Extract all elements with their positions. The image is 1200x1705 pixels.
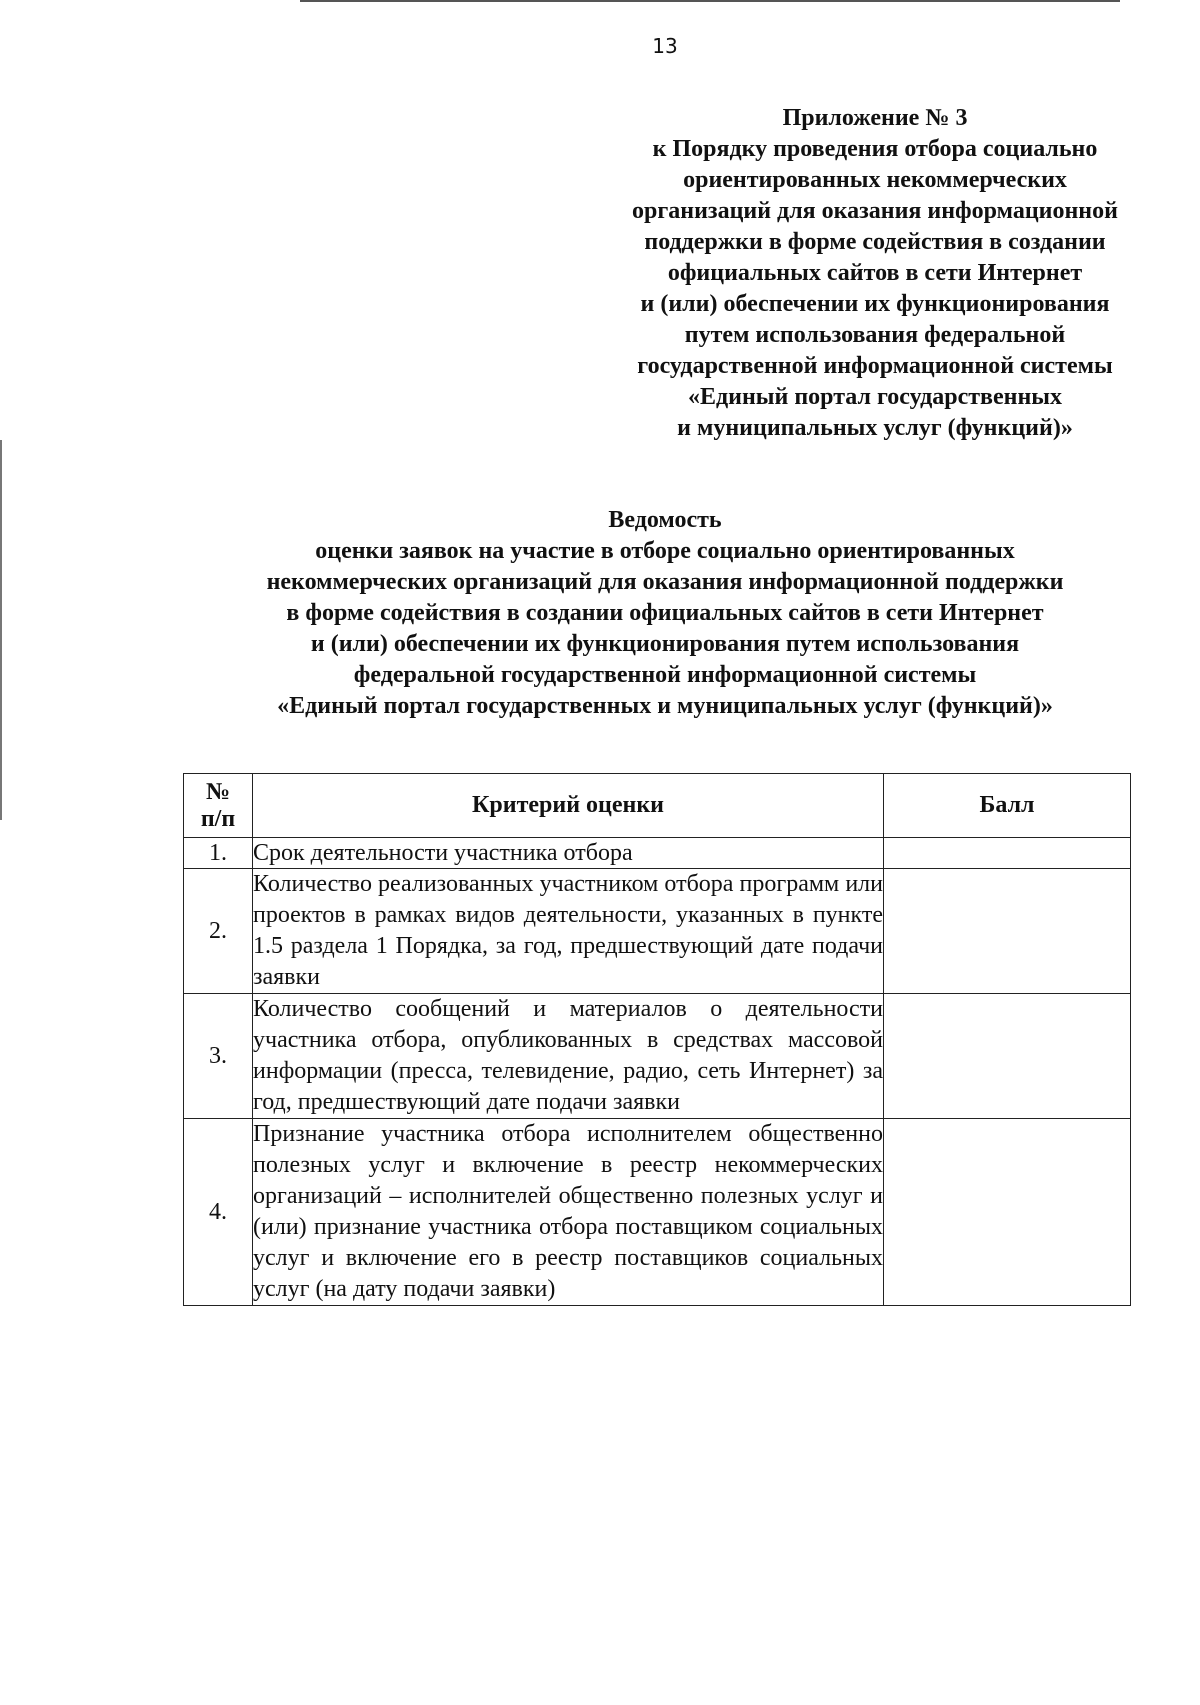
statement-line: федеральной государственной информационной системы bbox=[353, 662, 977, 688]
header-number-label: п/п bbox=[200, 805, 236, 832]
appendix-line: «Единый портал государственных bbox=[687, 384, 1063, 410]
row-number: 4. bbox=[184, 1119, 253, 1306]
appendix-line: государственной информационной системы bbox=[637, 353, 1113, 379]
statement-line: в форме содействия в создании официальных сайтов в сети Интернет bbox=[286, 600, 1044, 626]
row-number: 2. bbox=[184, 869, 253, 994]
statement-title-block bbox=[180, 505, 1150, 722]
appendix-line: и муниципальных услуг (функций)» bbox=[677, 415, 1073, 441]
appendix-line: к Порядку проведения отбора социально bbox=[652, 136, 1098, 162]
row-criterion: Признание участника отбора исполнителем общественно полезных услуг и включение в реестр некоммерческих организаций – исполнителей общественно полезных услуг и (или) признание участника отбора поставщиком социальных услуг и включение его в реестр поставщиков социальных услуг (на дату подачи заявки) bbox=[253, 1119, 884, 1306]
appendix-header bbox=[580, 103, 1170, 444]
appendix-line: официальных сайтов в сети Интернет bbox=[667, 260, 1083, 286]
row-criterion: Количество сообщений и материалов о деятельности участника отбора, опубликованных в средствах массовой информации (пресса, телевидение, радио, сеть Интернет) за год, предшествующий дате подачи заявки bbox=[253, 994, 884, 1119]
row-criterion: Количество реализованных участником отбора программ или проектов в рамках видов деятельности, указанных в пункте 1.5 раздела 1 Порядка, за год, предшествующий дате подачи заявки bbox=[253, 869, 884, 994]
page-number: 13 bbox=[652, 34, 678, 58]
appendix-line: путем использования федеральной bbox=[684, 322, 1066, 348]
row-score-cell bbox=[884, 869, 1131, 994]
evaluation-table bbox=[183, 773, 1131, 1306]
appendix-line: организаций для оказания информационной bbox=[632, 198, 1118, 224]
appendix-line: ориентированных некоммерческих bbox=[683, 167, 1067, 193]
statement-line: оценки заявок на участие в отборе социально ориентированных bbox=[315, 538, 1015, 564]
statement-line: «Единый портал государственных и муниципальных услуг (функций)» bbox=[277, 693, 1053, 719]
table-header-row bbox=[184, 774, 1131, 838]
appendix-line: Приложение № 3 bbox=[782, 105, 968, 131]
statement-line: некоммерческих организаций для оказания информационной поддержки bbox=[266, 569, 1064, 595]
row-score-cell bbox=[884, 1119, 1131, 1306]
row-score-cell bbox=[884, 994, 1131, 1119]
header-score: Балл bbox=[884, 774, 1131, 838]
appendix-line: поддержки в форме содействия в создании bbox=[644, 229, 1106, 255]
scan-edge-top bbox=[300, 0, 1120, 2]
header-number bbox=[184, 774, 253, 838]
row-number: 3. bbox=[184, 994, 253, 1119]
table-row bbox=[184, 869, 1131, 994]
statement-title: Ведомость bbox=[608, 507, 722, 533]
header-number-symbol: № bbox=[205, 778, 231, 805]
header-criterion: Критерий оценки bbox=[253, 774, 884, 838]
scan-edge-left bbox=[0, 440, 2, 820]
appendix-line: и (или) обеспечении их функционирования bbox=[640, 291, 1110, 317]
table-row bbox=[184, 994, 1131, 1119]
row-criterion: Срок деятельности участника отбора bbox=[253, 838, 884, 869]
row-score-cell bbox=[884, 838, 1131, 869]
row-number: 1. bbox=[184, 838, 253, 869]
table-row bbox=[184, 1119, 1131, 1306]
table-row bbox=[184, 838, 1131, 869]
statement-line: и (или) обеспечении их функционирования путем использования bbox=[310, 631, 1020, 657]
